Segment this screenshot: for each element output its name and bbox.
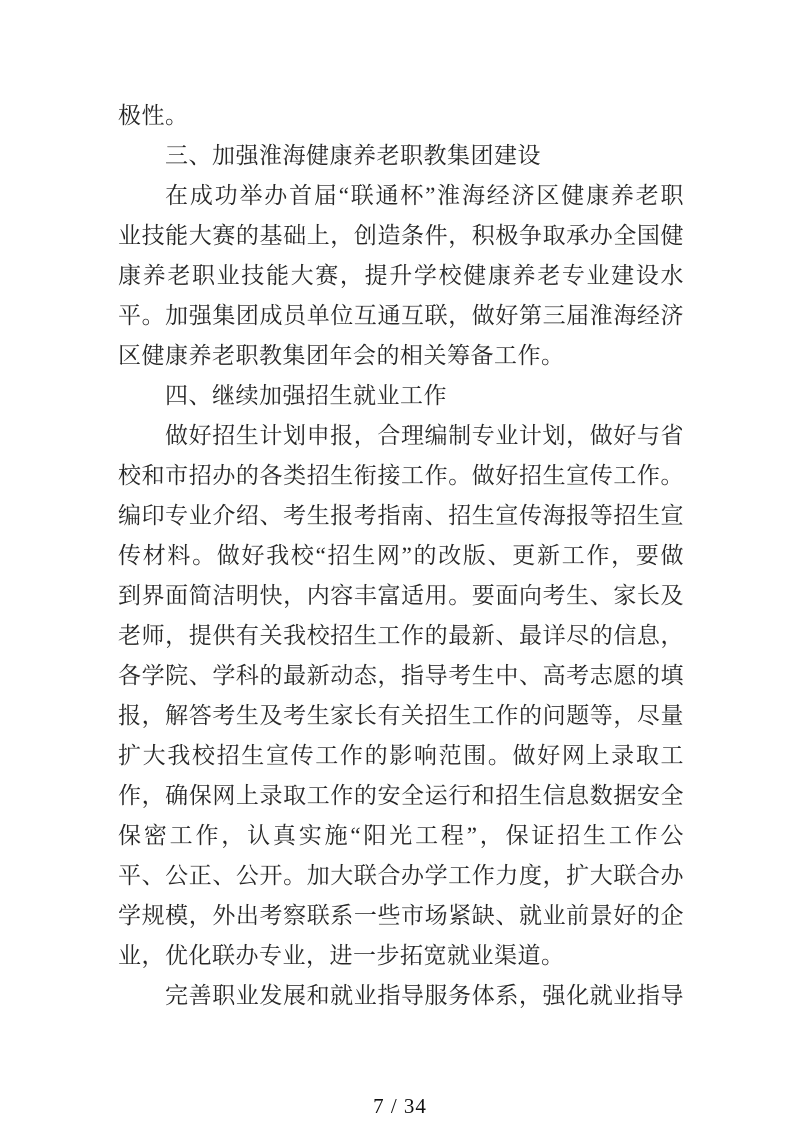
body-text-line: 报，解答考生及考生家长有关招生工作的问题等，尽量	[118, 703, 684, 728]
body-text-line: 业，优化联办专业，进一步拓宽就业渠道。	[118, 943, 565, 968]
body-text-line: 各学院、学科的最新动态，指导考生中、高考志愿的填	[118, 663, 684, 688]
body-text-line: 老师，提供有关我校招生工作的最新、最详尽的信息，	[118, 623, 684, 648]
heading-line: 三、加强淮海健康养老职教集团建设	[165, 143, 541, 168]
body-text-line: 扩大我校招生宣传工作的影响范围。做好网上录取工	[118, 743, 684, 768]
body-text-line: 平。加强集团成员单位互通互联，做好第三届淮海经济	[118, 303, 684, 328]
body-text-line: 在成功举办首届“联通杯”淮海经济区健康养老职	[165, 183, 684, 208]
body-text-line: 做好招生计划申报，合理编制专业计划，做好与省	[165, 423, 684, 448]
page-footer	[0, 1094, 800, 1119]
body-text-line: 到界面简洁明快，内容丰富适用。要面向考生、家长及	[118, 583, 684, 608]
heading-line: 四、继续加强招生就业工作	[165, 383, 447, 408]
body-text-line: 康养老职业技能大赛，提升学校健康养老专业建设水	[118, 263, 684, 288]
body-text-line: 平、公正、公开。加大联合办学工作力度，扩大联合办	[118, 863, 684, 888]
body-text-line: 校和市招办的各类招生衔接工作。做好招生宣传工作。	[118, 463, 684, 488]
body-text-line: 业技能大赛的基础上，创造条件，积极争取承办全国健	[118, 223, 684, 248]
body-text-line: 编印专业介绍、考生报考指南、招生宣传海报等招生宣	[118, 503, 684, 528]
body-text-line: 保密工作，认真实施“阳光工程”，保证招生工作公	[118, 823, 684, 848]
body-text-line: 完善职业发展和就业指导服务体系，强化就业指导	[165, 983, 684, 1008]
body-text-line: 区健康养老职教集团年会的相关筹备工作。	[118, 343, 565, 368]
page-number: 7 / 34	[373, 1094, 427, 1118]
body-text-line: 作，确保网上录取工作的安全运行和招生信息数据安全	[118, 783, 684, 808]
document-body	[118, 96, 684, 1016]
body-text-line: 传材料。做好我校“招生网”的改版、更新工作，要做	[118, 543, 684, 568]
body-text-line: 极性。	[118, 103, 189, 128]
body-text-line: 学规模，外出考察联系一些市场紧缺、就业前景好的企	[118, 903, 684, 928]
